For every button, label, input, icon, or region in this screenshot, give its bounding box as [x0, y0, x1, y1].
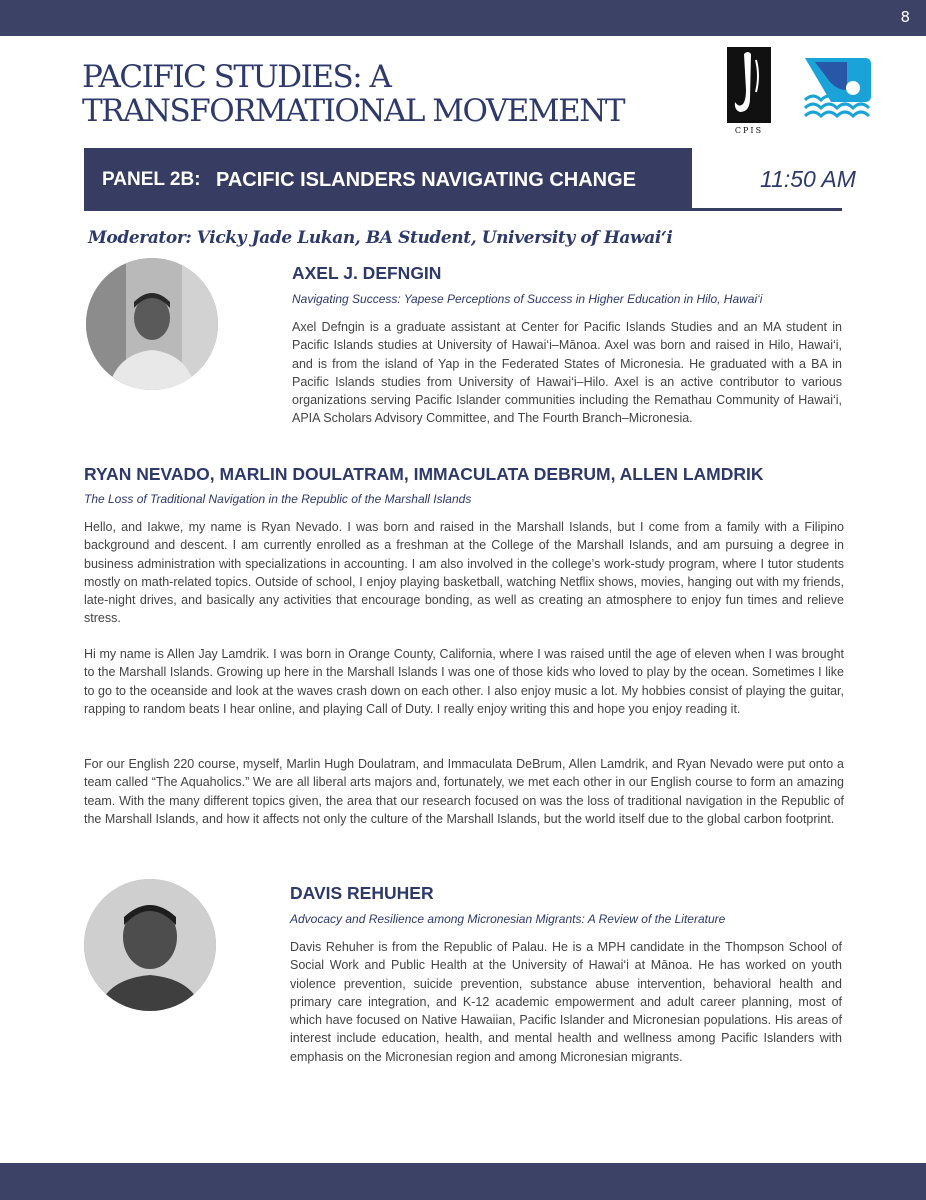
- panel-time: 11:50 AM: [760, 166, 856, 192]
- cpis-logo-text: CPIS: [734, 126, 764, 135]
- presenter-photo-axel: [86, 258, 218, 390]
- panel-label: PANEL 2B:: [102, 169, 201, 190]
- page-number: 8: [900, 8, 910, 26]
- group-paragraph: Hello, and Iakwe, my name is Ryan Nevado. I was born and raised in the Marshall Islands, but I come from a family with a Filipino background and descent. I am currently enrolled as a freshman at the College of the Marshall Islands, and am pursuing a degree in business administration with specializations in accounting. I am also involved in the college’s work-study program, where I tutor students mostly on math-related topics. Outside of school, I enjoy playing basketball, watching Netflix shows, movies, hanging out with my friends, late-night drives, and basically any activities that encourage bonding, as well as creating an atmosphere to enjoy fun times and relieve stress.: [84, 520, 844, 626]
- wave-logo: [801, 56, 873, 120]
- presenter-bio: Axel Defngin is a graduate assistant at Center for Pacific Islands Studies and an MA student in Pacific Islands studies at University of Hawai‘i–Mānoa. Axel was born and raised in Hilo, Hawai‘i, and is from the island of Yap in the Federated States of Micronesia. He graduated with a BA in Pacific Islands studies from University of Hawai‘i–Hilo. Axel is an active contributor to various organizations serving Pacific Islander communities including the Remathau Community of Hawai‘i, APIA Scholars Advisory Committee, and The Fourth Branch–Micronesia.: [292, 320, 842, 426]
- presenter-name: AXEL J. DEFNGIN: [292, 263, 442, 283]
- panel-rule: [84, 208, 842, 211]
- presentation-title: The Loss of Traditional Navigation in the Republic of the Marshall Islands: [84, 492, 472, 506]
- top-bar: [0, 0, 926, 36]
- group-paragraph: Hi my name is Allen Jay Lamdrik. I was born in Orange County, California, where I was raised until the age of eleven when I was brought to the Marshall Islands. Growing up here in the Marshall Islands I was one of those kids who loved to play by the ocean. Sometimes I like to go to the oceanside and look at the waves crash down on each other. I also enjoy music a lot. My hobbies consist of playing the guitar, rapping to random beats I hear online, and playing Call of Duty. I really enjoy writing this and hope you enjoy reading it.: [84, 647, 844, 716]
- presenter-name: RYAN NEVADO, MARLIN DOULATRAM, IMMACULATA DEBRUM, ALLEN LAMDRIK: [84, 464, 764, 484]
- presenter-photo-davis: [84, 879, 216, 1011]
- panel-title: PACIFIC ISLANDERS NAVIGATING CHANGE: [216, 169, 637, 191]
- presentation-title: Advocacy and Resilience among Micronesian Migrants: A Review of the Literature: [290, 912, 726, 926]
- presenter-bio: Davis Rehuher is from the Republic of Palau. He is a MPH candidate in the Thompson School of Social Work and Public Health at the University of Hawai‘i at Mānoa. He has worked on youth violence prevention, suicide prevention, substance abuse intervention, behavioral health and primary care integration, and K-12 academic empowerment and adult career planning, most of which have focused on Native Hawaiian, Pacific Islander and Micronesian populations. His areas of interest include education, health, and mental health and wellness among Pacific Islanders with emphasis on the Micronesian region and among Micronesian migrants.: [290, 940, 842, 1064]
- moderator-line: Moderator: Vicky Jade Lukan, BA Student, University of Hawai‘i: [88, 228, 673, 248]
- bottom-bar: [0, 1163, 926, 1200]
- presenter-name: DAVIS REHUHER: [290, 883, 434, 903]
- panel-header: [84, 148, 692, 210]
- page-title: PACIFIC STUDIES: A TRANSFORMATIONAL MOVEMENT: [82, 59, 625, 129]
- group-paragraph: For our English 220 course, myself, Marlin Hugh Doulatram, and Immaculata DeBrum, Allen Lamdrik, and Ryan Nevado were put onto a team called “The Aquaholics.” We are all liberal arts majors and, fortunately, we met each other in our English course to form an amazing team. With the many different topics given, the area that our research focused on was the loss of traditional navigation in the Republic of the Marshall Islands, and how it affects not only the culture of the Marshall Islands, but the world itself due to the global carbon footprint.: [84, 757, 844, 826]
- presentation-title: Navigating Success: Yapese Perceptions of Success in Higher Education in Hilo, Hawai‘i: [292, 292, 763, 306]
- cpis-logo: [726, 46, 772, 138]
